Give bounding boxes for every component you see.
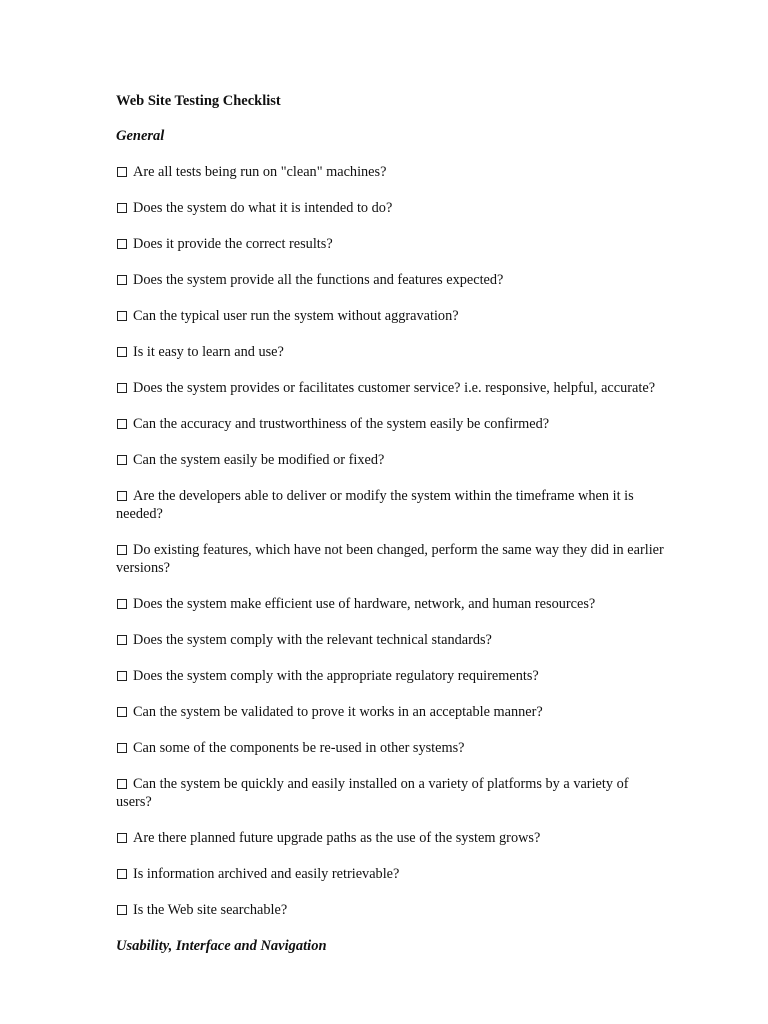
checklist-item-text: Are there planned future upgrade paths as the use of the system grows?	[133, 830, 541, 846]
checklist-item[interactable]	[116, 703, 664, 721]
checklist-item-text: Can the system easily be modified or fixed?	[133, 452, 385, 468]
checklist-item-text: Does it provide the correct results?	[133, 236, 333, 252]
checklist-item-text: Can the system be quickly and easily installed on a variety of platforms by a variety of users?	[116, 776, 629, 810]
checklist-item[interactable]	[116, 235, 664, 253]
section-heading-general: General	[116, 128, 165, 144]
checkbox-icon[interactable]	[117, 275, 127, 285]
checkbox-icon[interactable]	[117, 167, 127, 177]
checklist-item[interactable]	[116, 307, 664, 325]
checklist-item[interactable]	[116, 631, 664, 649]
checkbox-icon[interactable]	[117, 743, 127, 753]
checklist-item-text: Is information archived and easily retrievable?	[133, 866, 400, 882]
checklist-item[interactable]	[116, 595, 664, 613]
checklist-item[interactable]	[116, 541, 664, 577]
document-title: Web Site Testing Checklist	[116, 93, 281, 109]
checkbox-icon[interactable]	[117, 905, 127, 915]
checklist-item-text: Do existing features, which have not been changed, perform the same way they did in earlier versions?	[116, 542, 664, 576]
checklist-item[interactable]	[116, 343, 664, 361]
checklist-item[interactable]	[116, 199, 664, 217]
checklist-item[interactable]	[116, 379, 664, 397]
checklist-item-text: Does the system make efficient use of hardware, network, and human resources?	[133, 596, 596, 612]
checklist-item[interactable]	[116, 739, 664, 757]
checklist-item[interactable]	[116, 487, 664, 523]
checkbox-icon[interactable]	[117, 833, 127, 843]
checklist-item-text: Does the system do what it is intended to do?	[133, 200, 393, 216]
checkbox-icon[interactable]	[117, 869, 127, 879]
checklist-item[interactable]	[116, 271, 664, 289]
checklist-item[interactable]	[116, 829, 664, 847]
checklist-item-text: Is the Web site searchable?	[133, 902, 288, 918]
checklist-item[interactable]	[116, 667, 664, 685]
checkbox-icon[interactable]	[117, 203, 127, 213]
checklist-item-text: Does the system provide all the functions and features expected?	[133, 272, 504, 288]
checklist-item-text: Can some of the components be re-used in other systems?	[133, 740, 465, 756]
checkbox-icon[interactable]	[117, 707, 127, 717]
checkbox-icon[interactable]	[117, 491, 127, 501]
checkbox-icon[interactable]	[117, 311, 127, 321]
checkbox-icon[interactable]	[117, 455, 127, 465]
checklist-item-text: Does the system provides or facilitates customer service? i.e. responsive, helpful, accurate?	[133, 380, 656, 396]
checklist-item-text: Can the typical user run the system without aggravation?	[133, 308, 459, 324]
checklist-item-text: Does the system comply with the appropriate regulatory requirements?	[133, 668, 539, 684]
checkbox-icon[interactable]	[117, 239, 127, 249]
checkbox-icon[interactable]	[117, 383, 127, 393]
checkbox-icon[interactable]	[117, 347, 127, 357]
checklist-general	[116, 163, 664, 919]
checkbox-icon[interactable]	[117, 671, 127, 681]
checklist-item-text: Is it easy to learn and use?	[133, 344, 284, 360]
checkbox-icon[interactable]	[117, 545, 127, 555]
checkbox-icon[interactable]	[117, 779, 127, 789]
checklist-item-text: Does the system comply with the relevant technical standards?	[133, 632, 492, 648]
checklist-item-text: Are all tests being run on "clean" machines?	[133, 164, 387, 180]
checklist-item[interactable]	[116, 415, 664, 433]
checklist-item[interactable]	[116, 163, 664, 181]
checklist-item-text: Are the developers able to deliver or modify the system within the timeframe when it is needed?	[116, 488, 634, 522]
checklist-item[interactable]	[116, 451, 664, 469]
checkbox-icon[interactable]	[117, 635, 127, 645]
checklist-item[interactable]	[116, 901, 664, 919]
checkbox-icon[interactable]	[117, 419, 127, 429]
document-content	[116, 92, 664, 973]
checklist-item-text: Can the system be validated to prove it works in an acceptable manner?	[133, 704, 543, 720]
checklist-item-text: Can the accuracy and trustworthiness of the system easily be confirmed?	[133, 416, 550, 432]
checklist-item[interactable]	[116, 775, 664, 811]
checkbox-icon[interactable]	[117, 599, 127, 609]
checklist-item[interactable]	[116, 865, 664, 883]
section-heading-usability: Usability, Interface and Navigation	[116, 938, 327, 954]
